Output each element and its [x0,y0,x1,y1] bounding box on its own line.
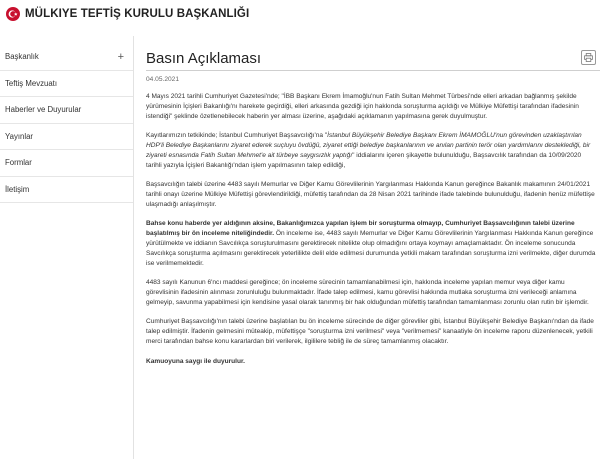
site-title[interactable]: MÜLKIYE TEFTİŞ KURULU BAŞKANLIĞI [25,8,250,20]
emphasis-text: Bahse konu haberde yer aldığının aksine, Bakanlığımızca yapılan işlem bir soruşturma olmayıp, Cumhuriyet Başsavcılığının talebi üzerine başlatılmış bir ön inceleme niteliğindedir. [146,220,575,238]
sidebar-item-label: Haberler ve Duyurular [5,105,82,114]
paragraph: 4483 sayılı Kanunun 6'ncı maddesi gereğince; ön inceleme sürecinin tamamlanabilmesi için, hakkında inceleme yapılan memur veya diğer kamu görevlisinin ifadesinin alınması zorunluluğu bulunmaktadır. İfade talep edilmesi, kamu görevlisi hakkında mutlaka soruşturma izni verileceği anlamına gelmeyip, savunma yapabilmesi için kendisine yasal olarak tanınmış bir hak olduğundan müfettiş tarafından tamamlanması zorunlu olan rutin bir işlemdir. [146,279,589,306]
paragraph-text: Kayıtlarımızın tetkikinde; İstanbul Cumhuriyet Başsavcılığı'na " [146,132,328,140]
site-header [0,0,600,36]
expand-plus-icon[interactable]: + [117,51,124,63]
paragraph: Başsavcılığın talebi üzerine 4483 sayılı Memurlar ve Diğer Kamu Görevlilerinin Yargılanması Hakkında Kanun gereğince Bakanlık makamının 24/01/2021 tarihli onayı üzerine Mülkiye Müfettişi görevlendirildiği, müfettiş tarafından da 28 Nisan 2021 tarihinde ifade talebinde bulunulduğu, ifadenin henüz müfettişe ulaşmadığı anlaşılmıştır. [146,181,595,208]
paragraph-text: " iddialarını içeren şikayette bulunulduğu, Başsavcılık tarafından da 10/09/2020 tarihli yazıyla İçişleri Bakanlığı'ndan işlem yapılmasının talep edildiği, [146,151,582,169]
paragraph [146,219,596,268]
sidebar-item-baskanlik[interactable] [0,44,133,71]
sidebar-item-yayinlar[interactable] [0,124,133,151]
print-button[interactable] [581,50,596,65]
printer-icon [584,53,593,62]
sidebar-item-teftis-mevzuati[interactable] [0,71,133,98]
main-content [134,36,600,459]
paragraph: Cumhuriyet Başsavcılığı'nın talebi üzerine başlatılan bu ön inceleme sürecinde de diğer görevliler gibi, İstanbul Büyükşehir Belediye Başkanı'ndan da ifade talep edilmiştir. İfadenin gelmesini müteakip, müfettişçe "soruşturma izni verilmesi" veya "verilmemesi" kanaatiyle ön inceleme raporu düzenlenecek, yetkili merci tarafından bahse konu kararlardan biri verilerek, ilgililere tebliğ ile de süreç tamamlanmış olacaktır. [146,318,594,345]
closing-statement: Kamuoyuna saygı ile duyurulur. [146,357,245,365]
turkish-crescent-star-icon[interactable] [6,7,20,21]
sidebar-item-label: Başkanlık [5,52,39,61]
article-body [146,92,596,376]
sidebar-nav [0,44,133,203]
quoted-allegation: İstanbul Büyükşehir Belediye Başkanı Ekrem İMAMOĞLU'nun görevinden uzaklaştırılan HDP'li Belediye Başkanlarını ziyaret ederek suçluyu övdüğü, ziyaret ettiği belediye başkanlarının ve anılan partinin terör olan yardımlarını desteklediği, bir ziyareti esnasında Fatih Sultan Mehmet'e ait türbeye saygısızlık yaptığı [146,132,591,159]
sidebar-item-label: İletişim [5,184,30,194]
paragraph [146,131,596,170]
sidebar-item-iletisim[interactable] [0,177,133,204]
sidebar-item-haberler[interactable] [0,97,133,124]
sidebar-item-label: Teftiş Mevzuatı [5,78,57,88]
sidebar-item-formlar[interactable] [0,150,133,177]
paragraph: 4 Mayıs 2021 tarihli Cumhuriyet Gazetesi'nde; "İBB Başkanı Ekrem İmamoğlu'nun Fatih Sultan Mehmet Türbesi'nde elleri arkadan bağlanmış şekilde yürümesinin İçişleri Bakanlığı'nı harekete geçirdiği, elleri arkasında gezdiği için hakkında soruşturma açıldığı ve Mülkiye Müfettişi tarafından ifadesinin istendiği" şeklinde özetlenebilecek haberin yer alması üzerine, aşağıdaki açıklamanın yapılmasına gerek duyulmuştur. [146,93,579,120]
sidebar-item-label: Yayınlar [5,131,34,141]
title-divider [146,70,600,71]
page-title: Basın Açıklaması [146,50,262,67]
sidebar-item-label: Formlar [5,158,32,167]
paragraph-text: Ön inceleme ise, 4483 sayılı Memurlar ve Diğer Kamu Görevlilerinin Yargılanması Hakkında Kanun gereğince yürütülmekte ve iddianın Savcılıkça soruşturulmasını gerektirecek nitelikte olup olmadığını ortaya koymayı amaçlamaktadır. Ön inceleme sonucunda Savcılıkça soruşturma açılmasını gerektirecek yeterlilikte delil elde edilmesi durumunda yetkili makam tarafından soruşturma izni verilmekte, diğer durumda ise verilmemektedir. [146,230,596,267]
publish-date: 04.05.2021 [146,76,180,83]
